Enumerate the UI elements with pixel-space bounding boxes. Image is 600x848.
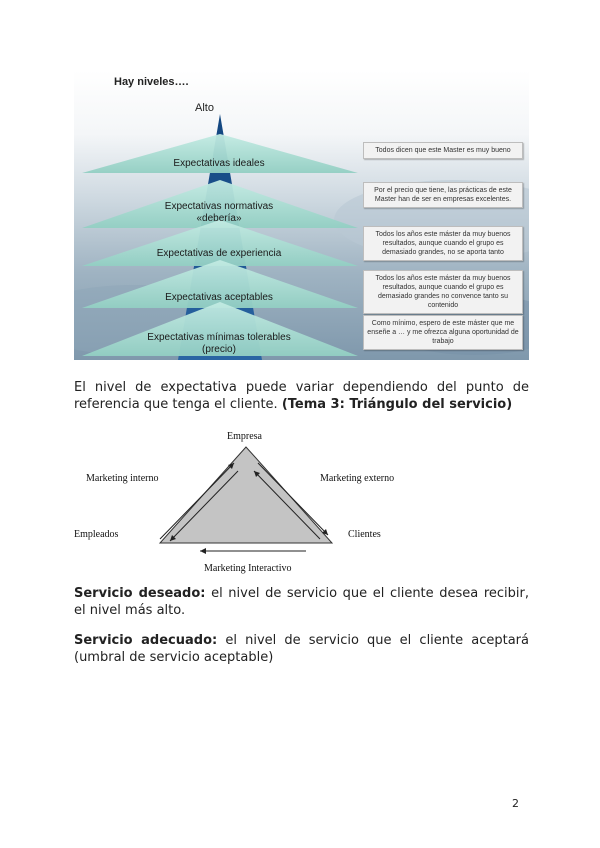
figure-heading: Hay niveles…. bbox=[114, 76, 189, 88]
arrow-head bbox=[200, 548, 206, 554]
triangle-right-label: Clientes bbox=[348, 529, 381, 540]
term-servicio-adecuado: Servicio adecuado: bbox=[74, 633, 218, 648]
band-label-experiencia: Expectativas de experiencia bbox=[156, 248, 282, 259]
band-label-aceptables: Expectativas aceptables bbox=[165, 292, 273, 303]
expectation-levels-figure bbox=[74, 70, 529, 360]
triangle-right-side-label: Marketing externo bbox=[320, 473, 395, 484]
triangle-left-side-label: Marketing interno bbox=[86, 473, 159, 484]
service-triangle-figure bbox=[74, 425, 454, 575]
intro-text: El nivel de expectativa puede variar dependiendo del punto de referencia que tenga el cliente. bbox=[74, 380, 529, 412]
note-normativas: Por el precio que tiene, las prácticas de este Master han de ser en empresas excelentes. bbox=[363, 182, 523, 208]
triangle-bottom-label: Marketing Interactivo bbox=[204, 563, 292, 574]
note-aceptables: Todos los años este máster da muy buenos resultados, aunque cuando el grupo es demasiado grandes no convence tanto su contenido bbox=[363, 270, 523, 314]
intro-reference: (Tema 3: Triángulo del servicio) bbox=[281, 397, 513, 412]
note-ideales: Todos dicen que este Master es muy bueno bbox=[363, 142, 523, 159]
intro-paragraph bbox=[74, 379, 529, 413]
pyramid-top-label: Alto bbox=[195, 102, 214, 114]
page-number: 2 bbox=[512, 797, 519, 810]
note-experiencia: Todos los años este máster da muy buenos resultados, aunque cuando el grupo es demasiado grandes, no se aporta tanto bbox=[363, 226, 523, 261]
triangle-left-label: Empleados bbox=[74, 529, 119, 540]
term-servicio-deseado: Servicio deseado: bbox=[74, 586, 206, 601]
text-servicio-adecuado: el nivel de servicio que el cliente aceptará (umbral de servicio aceptable) bbox=[74, 633, 529, 665]
definition-servicio-deseado bbox=[74, 585, 529, 619]
text-servicio-deseado: el nivel de servicio que el cliente desea recibir, el nivel más alto. bbox=[74, 586, 529, 618]
band-label-minimas: Expectativas mínimas tolerables (precio) bbox=[147, 332, 291, 355]
triangle-top-label: Empresa bbox=[227, 431, 262, 442]
service-triangle bbox=[160, 447, 332, 543]
definition-servicio-adecuado bbox=[74, 632, 529, 666]
note-minimas: Como mínimo, espero de este máster que me enseñe a … y me ofrezca alguna oportunidad de trabajo bbox=[363, 315, 523, 350]
service-triangle-graphic bbox=[74, 425, 454, 575]
band-label-normativas: Expectativas normativas «debería» bbox=[164, 201, 274, 224]
band-label-ideales: Expectativas ideales bbox=[173, 158, 265, 169]
